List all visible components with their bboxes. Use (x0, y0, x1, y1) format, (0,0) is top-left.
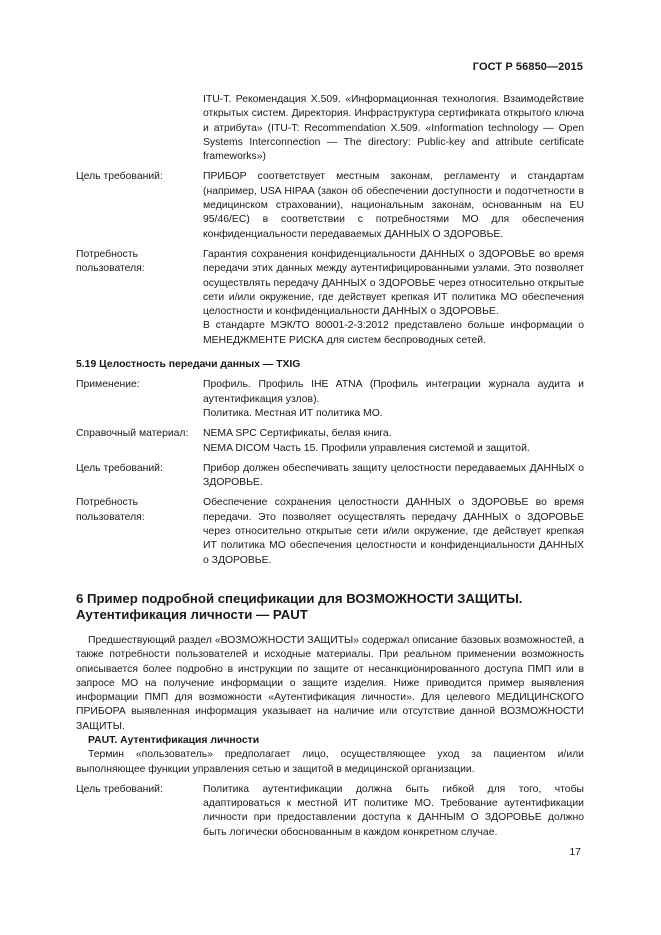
row-label: Цель требований: (76, 783, 163, 795)
row-value: Обеспечение сохранения целостности ДАННЫХ о ЗДОРОВЬЕ во время передачи. Это позволяет осуществлять передачу ДАННЫХ о ЗДОРОВЬЕ через относительно открытые сети и/или окружение, где действует крепкая ИТ политика МО обеспечения целостности и конфиденциальности ДАННЫХ о ЗДОРОВЬЕ. (203, 497, 584, 566)
empty-label (76, 93, 203, 164)
requirement-goal-row (76, 462, 584, 491)
document-header: ГОСТ Р 56850—2015 (472, 61, 583, 73)
application-row (76, 378, 584, 421)
section-5-19-title: 5.19 Целостность передачи данных — TXIG (76, 359, 301, 371)
top-block-text: ITU-T. Рекомендация Х.509. «Информационная технология. Взаимодействие открытых систем. Директория. Инфраструктура сертификата открытого ключа и атрибута» (ITU-T: Recommendation X.509. «Information technology — Open Systems Interconnection — The directory: Public-key and attribute certificate frameworks») (203, 94, 584, 163)
row-value: Профиль. Профиль IHE ATNA (Профиль интеграции журнала аудита и аутентификация узлов). (203, 379, 584, 405)
requirement-goal-row (76, 783, 584, 840)
body-paragraph: Предшествующий раздел «ВОЗМОЖНОСТИ ЗАЩИТЫ» содержал описание базовых возможностей, а также потребности пользователей и исходные материалы. При реальном применении возможность описывается более подробно в инструкции по защите от несанкционированного доступа ПМП или в запросе МО на получение информации о защите изделия. Ниже приводится пример выявления информации ПМП для возможности «Аутентификация личности». Для целевого МЕДИЦИНСКОГО ПРИБОРА выявленная информация указывает на наличие или отсутствие данной ВОЗМОЖНОСТИ ЗАЩИТЫ. (76, 634, 584, 732)
row-label: Применение: (76, 379, 140, 391)
row-label: Цель требований: (76, 462, 163, 474)
row-label: Потребность пользователя: (76, 497, 145, 523)
chapter-title-line: 6 Пример подробной спецификации для ВОЗМОЖНОСТИ ЗАЩИТЫ. (76, 590, 523, 606)
row-value-extra: В стандарте МЭК/ТО 80001-2-3:2012 представлено больше информации о МЕНЕДЖМЕНТЕ РИСКА для систем беспроводных сетей. (203, 320, 584, 346)
chapter-title-line: Аутентификация личности — PAUT (76, 607, 308, 623)
row-value: Прибор должен обеспечивать защиту целостности передаваемых ДАННЫХ о ЗДОРОВЬЕ. (203, 462, 584, 489)
page-content (76, 93, 584, 840)
user-need-row (76, 496, 584, 567)
row-value: ПРИБОР соответствует местным законам, регламенту и стандартам (например, USA HIPAA (закон об обеспечении доступности и подотчетности в медицинском страховании), национальным законам, основанным на EU 95/46/EC) в соответствии с потребностями МО для обеспечения конфиденциальности передаваемых ДАННЫХ О ЗДОРОВЬЕ. (203, 171, 584, 240)
row-value: NEMA SPC Сертификаты, белая книга. (203, 428, 392, 440)
reference-row (76, 427, 584, 456)
row-value: Гарантия сохранения конфиденциальности ДАННЫХ о ЗДОРОВЬЕ во время передачи этих данных между аутентифицированными узлами. Это позволяет осуществлять передачу ДАННЫХ о ЗДОРОВЬЕ через относительно открытые сети и/или окружение, где действует крепкая ИТ политика МО обеспечения целостности и конфиденциальности ДАННЫХ о ЗДОРОВЬЕ. (203, 248, 584, 318)
subheading: PAUT. Аутентификация личности (88, 734, 260, 746)
body-paragraph: Термин «пользователь» предполагает лицо, осуществляющее уход за пациентом и/или выполняющее функции управления сетью и защитой в медицинской организации. (76, 749, 584, 775)
row-value-extra: NEMA DICOM Часть 15. Профили управления системой и защитой. (203, 442, 530, 454)
user-need-row (76, 248, 584, 348)
top-block-row (76, 93, 584, 164)
chapter-6-title (76, 591, 584, 624)
requirement-goal-row (76, 170, 584, 241)
row-value-extra: Политика. Местная ИТ политика МО. (203, 407, 383, 419)
row-label: Справочный материал: (76, 428, 189, 440)
row-value: Политика аутентификации должна быть гибкой для того, чтобы адаптироваться к местной ИТ политике МО. Требование аутентификации личности при предоставлении доступа к ДАННЫМ О ЗДОРОВЬЕ должно быть логически обоснованным в каждом конкретном случае. (203, 783, 584, 838)
row-label: Потребность пользователя: (76, 248, 145, 275)
page-number: 17 (569, 846, 581, 858)
row-label: Цель требований: (76, 171, 163, 183)
